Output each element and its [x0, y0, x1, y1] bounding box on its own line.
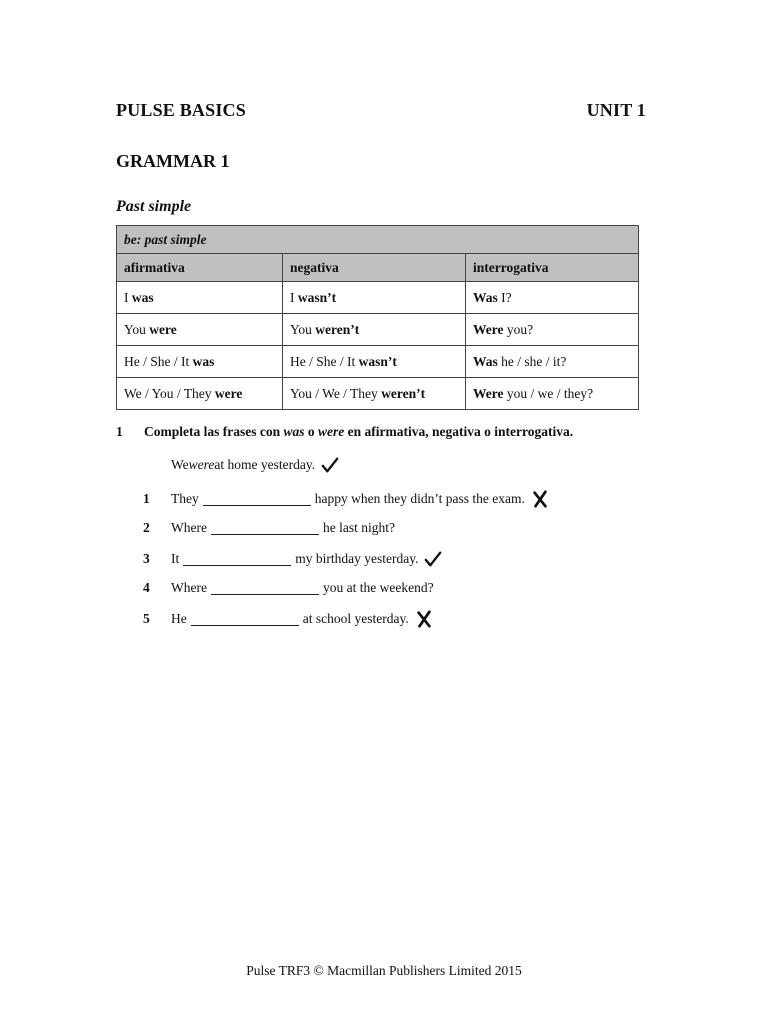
section-title: Past simple [116, 198, 192, 215]
table-cell: I wasn’t [283, 282, 466, 314]
exercise-item-3: 3 It my birthday yesterday. [143, 550, 442, 568]
table-cell: I was [117, 282, 283, 314]
table-caption: be: past simple [117, 226, 639, 254]
answer-blank[interactable] [183, 553, 291, 566]
unit-label: UNIT 1 [586, 100, 646, 120]
table-cell: You were [117, 314, 283, 346]
answer-blank[interactable] [211, 522, 319, 535]
example-sentence: We were at home yesterday. [171, 456, 339, 474]
table-cell: We / You / They were [117, 378, 283, 410]
table-cell: Were you? [466, 314, 639, 346]
page-header [116, 100, 646, 121]
table-header-row [117, 254, 639, 282]
exercise-number: 1 [116, 424, 123, 439]
cross-icon [415, 610, 433, 628]
example-answer: were [188, 457, 215, 472]
header-interrogativa: interrogativa [466, 254, 639, 282]
table-row [117, 314, 639, 346]
instruction-text: Completa las frases con was o were en afirmativa, negativa o interrogativa. [144, 424, 574, 439]
table-cell: He / She / It wasn’t [283, 346, 466, 378]
header-afirmativa: afirmativa [117, 254, 283, 282]
exercise-item-4: 4 Where you at the weekend? [143, 580, 434, 595]
exercise-item-2: 2 Where he last night? [143, 520, 395, 535]
table-row [117, 378, 639, 410]
book-title: PULSE BASICS [116, 100, 246, 120]
table-row [117, 282, 639, 314]
table-cell: Was I? [466, 282, 639, 314]
exercise-instruction [116, 424, 573, 440]
page-footer: Pulse TRF3 © Macmillan Publishers Limited 2015 [246, 963, 522, 978]
answer-blank[interactable] [203, 493, 311, 506]
cross-icon [531, 490, 549, 508]
table-caption-row [117, 226, 639, 254]
table-cell: You / We / They weren’t [283, 378, 466, 410]
answer-blank[interactable] [211, 582, 319, 595]
answer-blank[interactable] [191, 613, 299, 626]
table-cell: Was he / she / it? [466, 346, 639, 378]
table-row [117, 346, 639, 378]
header-negativa: negativa [283, 254, 466, 282]
grammar-table [116, 225, 639, 410]
exercise-item-5: 5 He at school yesterday. [143, 610, 433, 628]
check-icon [321, 456, 339, 474]
check-icon [424, 550, 442, 568]
grammar-title: GRAMMAR 1 [116, 151, 230, 171]
table-cell: Were you / we / they? [466, 378, 639, 410]
exercise-item-1: 1 They happy when they didn’t pass the exam. [143, 490, 549, 508]
table-cell: He / She / It was [117, 346, 283, 378]
table-cell: You weren’t [283, 314, 466, 346]
